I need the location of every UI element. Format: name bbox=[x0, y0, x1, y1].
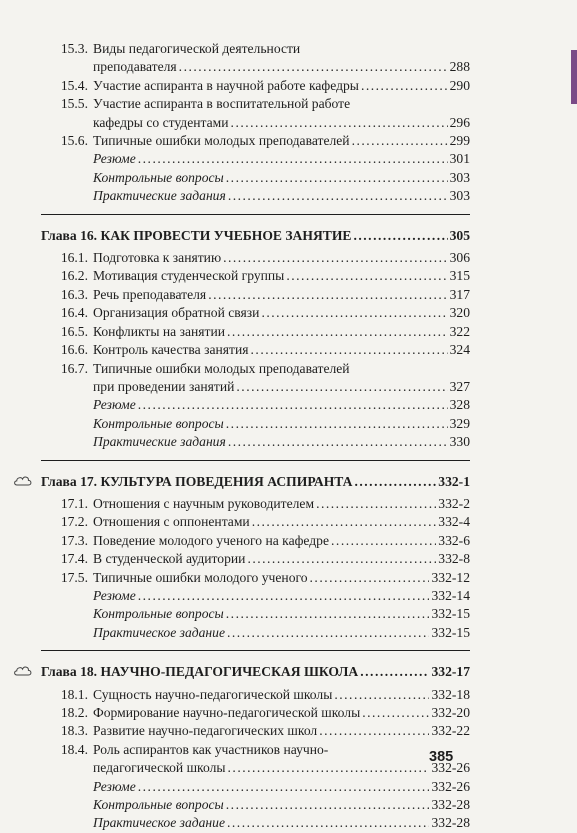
chapter-divider bbox=[41, 650, 470, 651]
toc-summary-15-tasks[interactable]: Практические задания ..... 303 bbox=[41, 187, 470, 205]
chapter-tab-marker bbox=[571, 50, 577, 104]
chapter-heading-17[interactable]: Глава 17. КУЛЬТУРА ПОВЕДЕНИЯ АСПИРАНТА ..... 332-1 bbox=[41, 473, 470, 491]
toc-summary-17-resume[interactable]: Резюме ..... 332-14 bbox=[41, 587, 470, 605]
toc-entry-16-3[interactable]: 16.3. Речь преподавателя ..... 317 bbox=[41, 286, 470, 304]
toc-entry-18-4[interactable]: 18.4. Роль аспирантов как участников научно- педагогической школы ..... 332-26 bbox=[41, 741, 470, 778]
toc-summary-15-questions[interactable]: Контрольные вопросы ..... 303 bbox=[41, 169, 470, 187]
page-number: 385 bbox=[429, 749, 454, 765]
chapter-divider bbox=[41, 214, 470, 215]
toc-entry-16-6[interactable]: 16.6. Контроль качества занятия ..... 324 bbox=[41, 341, 470, 359]
toc-entry-17-2[interactable]: 17.2. Отношения с оппонентами ..... 332-4 bbox=[41, 513, 470, 531]
toc-summary-17-questions[interactable]: Контрольные вопросы ..... 332-15 bbox=[41, 605, 470, 623]
toc-entry-18-3[interactable]: 18.3. Развитие научно-педагогических школ ..... 332-22 bbox=[41, 722, 470, 740]
toc-entry-16-2[interactable]: 16.2. Мотивация студенческой группы ..... 315 bbox=[41, 267, 470, 285]
toc-entry-16-1[interactable]: 16.1. Подготовка к занятию ..... 306 bbox=[41, 249, 470, 267]
cloud-icon bbox=[13, 664, 33, 676]
toc-entry-18-2[interactable]: 18.2. Формирование научно-педагогической школы ..... 332-20 bbox=[41, 704, 470, 722]
chapter-16 bbox=[41, 227, 470, 461]
toc-entry-16-4[interactable]: 16.4. Организация обратной связи ..... 320 bbox=[41, 304, 470, 322]
toc-entry-17-5[interactable]: 17.5. Типичные ошибки молодого ученого ..... 332-12 bbox=[41, 569, 470, 587]
toc-summary-15-resume[interactable]: Резюме ..... 301 bbox=[41, 150, 470, 168]
cloud-icon bbox=[13, 474, 33, 486]
toc-entry-17-3[interactable]: 17.3. Поведение молодого ученого на кафедре ..... 332-6 bbox=[41, 532, 470, 550]
chapter-18 bbox=[41, 663, 470, 833]
chapter-divider bbox=[41, 460, 470, 461]
toc-summary-18-questions[interactable]: Контрольные вопросы ..... 332-28 bbox=[41, 796, 470, 814]
table-of-contents bbox=[41, 40, 470, 833]
chapter-15-items bbox=[41, 40, 470, 215]
toc-entry-15-4[interactable]: 15.4. Участие аспиранта в научной работе кафедры ..... 290 bbox=[41, 77, 470, 95]
chapter-heading-18[interactable]: Глава 18. НАУЧНО-ПЕДАГОГИЧЕСКАЯ ШКОЛА ..... 332-17 bbox=[41, 663, 470, 681]
toc-summary-16-tasks[interactable]: Практические задания ..... 330 bbox=[41, 433, 470, 451]
toc-entry-15-5[interactable]: 15.5. Участие аспиранта в воспитательной работе кафедры со студентами ..... 296 bbox=[41, 95, 470, 132]
toc-summary-18-task[interactable]: Практическое задание ..... 332-28 bbox=[41, 814, 470, 832]
toc-entry-15-3[interactable]: 15.3. Виды педагогической деятельности преподавателя ..... 288 bbox=[41, 40, 470, 77]
toc-entry-15-6[interactable]: 15.6. Типичные ошибки молодых преподавателей ..... 299 bbox=[41, 132, 470, 150]
toc-summary-18-resume[interactable]: Резюме ..... 332-26 bbox=[41, 778, 470, 796]
toc-summary-16-questions[interactable]: Контрольные вопросы ..... 329 bbox=[41, 415, 470, 433]
toc-entry-18-1[interactable]: 18.1. Сущность научно-педагогической школы ..... 332-18 bbox=[41, 686, 470, 704]
chapter-17 bbox=[41, 473, 470, 652]
page-ref: 288 bbox=[449, 59, 470, 75]
chapter-heading-16[interactable]: Глава 16. КАК ПРОВЕСТИ УЧЕБНОЕ ЗАНЯТИЕ ..... 305 bbox=[41, 227, 470, 245]
toc-entry-16-5[interactable]: 16.5. Конфликты на занятии ..... 322 bbox=[41, 323, 470, 341]
toc-entry-16-7[interactable]: 16.7. Типичные ошибки молодых преподавателей при проведении занятий ..... 327 bbox=[41, 360, 470, 397]
toc-summary-17-task[interactable]: Практическое задание ..... 332-15 bbox=[41, 624, 470, 642]
toc-entry-17-4[interactable]: 17.4. В студенческой аудитории ..... 332-8 bbox=[41, 550, 470, 568]
toc-entry-17-1[interactable]: 17.1. Отношения с научным руководителем ..... 332-2 bbox=[41, 495, 470, 513]
toc-summary-16-resume[interactable]: Резюме ..... 328 bbox=[41, 396, 470, 414]
